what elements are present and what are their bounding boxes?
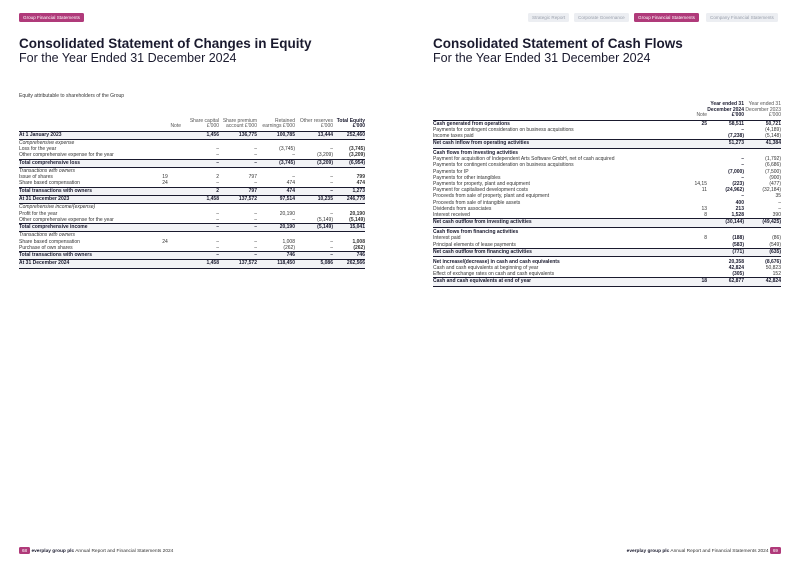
cell-value: (3,209) xyxy=(349,152,365,159)
cell-value: – xyxy=(216,238,219,245)
row-label: Transactions with owners xyxy=(19,167,76,174)
cell-value: 51,273 xyxy=(707,140,744,148)
report-name-right: Annual Report and Financial Statements 2024 xyxy=(670,548,769,554)
cell-value: – xyxy=(330,210,333,217)
cell-value xyxy=(295,139,333,146)
cell-value xyxy=(149,195,181,203)
cell-value: 2 xyxy=(216,174,219,181)
cell-value xyxy=(671,148,707,156)
equity-caption: Equity attributable to shareholders of the Group xyxy=(19,93,125,99)
cell-value: (635) xyxy=(744,248,781,256)
cell-value: 1,008 xyxy=(352,238,365,245)
cell-value: 42,824 xyxy=(744,278,781,286)
row-label: Cash and cash equivalents at end of year xyxy=(433,278,671,286)
footer-left xyxy=(19,547,173,554)
cell-value xyxy=(295,204,333,211)
cell-value: (262) xyxy=(283,244,295,251)
cell-value: – xyxy=(741,174,744,181)
cell-value xyxy=(707,148,744,156)
cell-value: (6,954) xyxy=(333,159,365,167)
cell-value: 1,456 xyxy=(181,131,219,139)
cell-value: – xyxy=(219,223,257,231)
cashflow-table xyxy=(433,95,781,287)
cell-value xyxy=(257,167,295,174)
cell-value: – xyxy=(778,205,781,212)
cell-value xyxy=(181,204,219,211)
cell-value: – xyxy=(330,180,333,187)
row-label: Interest received xyxy=(433,212,470,219)
row-label: Net increase/(decrease) in cash and cash equivalents xyxy=(433,258,560,265)
cell-value: 797 xyxy=(219,187,257,195)
cell-value: – xyxy=(295,187,333,195)
cell-value: 1,008 xyxy=(282,238,295,245)
cell-value: (49,425) xyxy=(744,219,781,227)
row-label: Other comprehensive expense for the year xyxy=(19,216,114,223)
cell-value: – xyxy=(741,126,744,133)
row-label: Transactions with owners xyxy=(19,232,76,239)
row-label: At 1 January 2023 xyxy=(19,131,149,139)
equity-row xyxy=(19,232,365,239)
cell-value xyxy=(671,133,707,140)
cell-value: (262) xyxy=(353,244,365,251)
cell-value: – xyxy=(254,146,257,153)
cell-value: 24 xyxy=(162,238,168,245)
cell-value: – xyxy=(292,216,295,223)
cell-value: 19 xyxy=(162,174,168,181)
cell-value: – xyxy=(219,251,257,259)
cell-value: 262,566 xyxy=(333,260,365,268)
equity-row xyxy=(19,159,365,167)
cell-value xyxy=(149,260,181,268)
cell-value: 252,460 xyxy=(333,131,365,139)
cell-value: 20,190 xyxy=(349,210,365,217)
cell-value: 20,358 xyxy=(728,258,744,265)
equity-row xyxy=(19,223,365,231)
cell-value: 390 xyxy=(772,212,781,219)
cell-value: 136,775 xyxy=(219,131,257,139)
cell-value: – xyxy=(292,152,295,159)
cell-value: 746 xyxy=(333,251,365,259)
row-label: Net cash outflow from investing activities xyxy=(433,219,671,227)
row-label: Effect of exchange rates on cash and cash equivalents xyxy=(433,271,555,278)
row-label: Total comprehensive income xyxy=(19,223,149,231)
cell-value: 474 xyxy=(286,180,295,187)
cell-value: – xyxy=(330,238,333,245)
equity-row xyxy=(19,180,365,187)
cell-value: (3,209) xyxy=(295,159,333,167)
cell-value xyxy=(149,187,181,195)
page-number-right: 69 xyxy=(770,547,781,554)
cell-value: 5,086 xyxy=(295,260,333,268)
equity-row xyxy=(19,167,365,174)
cell-value: (5,148) xyxy=(765,132,781,139)
cell-value: 400 xyxy=(735,199,744,206)
cell-value: (3,745) xyxy=(279,146,295,153)
equity-subtitle: For the Year Ended 31 December 2024 xyxy=(19,51,237,65)
cell-value xyxy=(671,219,707,227)
cell-value xyxy=(149,251,181,259)
cell-value xyxy=(149,245,181,252)
cell-value: – xyxy=(254,244,257,251)
cell-value: – xyxy=(181,251,219,259)
cell-value: 62,877 xyxy=(707,278,744,286)
company-name-left: everplay group plc xyxy=(31,548,75,554)
cell-value: – xyxy=(295,251,333,259)
cashflow-row xyxy=(433,227,781,235)
cell-value: – xyxy=(254,152,257,159)
cell-value: (5,149) xyxy=(317,216,333,223)
cell-value: 97,514 xyxy=(257,195,295,203)
cell-value xyxy=(149,152,181,159)
cell-value: 474 xyxy=(356,180,365,187)
cashflow-row xyxy=(433,278,781,286)
cell-value xyxy=(744,227,781,235)
row-label: At 31 December 2023 xyxy=(19,195,149,203)
row-label: Proceeds from sale of intangible assets xyxy=(433,199,521,206)
cell-value: (32,184) xyxy=(762,187,781,194)
cell-value: (900) xyxy=(769,174,781,181)
cashflow-row xyxy=(433,248,781,256)
cell-value: (188) xyxy=(732,235,744,242)
cell-value: 1,273 xyxy=(333,187,365,195)
row-label: Dividends from associates xyxy=(433,205,492,212)
cell-value: – xyxy=(216,146,219,153)
cell-value: (3,745) xyxy=(349,146,365,153)
cell-value: (305) xyxy=(732,271,744,278)
cell-value: 797 xyxy=(248,174,257,181)
row-label: Issue of shares xyxy=(19,174,53,181)
col-retained-earnings: Retained earnings £'000 xyxy=(257,106,295,131)
equity-row xyxy=(19,204,365,211)
cell-value xyxy=(149,223,181,231)
col-other-reserves: Other reserves £'000 xyxy=(295,106,333,131)
col-share-premium: Share premium account £'000 xyxy=(219,106,257,131)
cashflow-row xyxy=(433,140,781,148)
row-label: Share based compensation xyxy=(19,180,80,187)
nav-group-financial-statements[interactable]: Group Financial Statements xyxy=(634,13,699,22)
nav-strategic-report[interactable]: Strategic Report xyxy=(528,13,569,22)
equity-row xyxy=(19,152,365,159)
row-label: Payments for IP xyxy=(433,168,469,175)
cell-value: 20,190 xyxy=(279,210,295,217)
cell-value: 213 xyxy=(735,205,744,212)
row-label: Comprehensive expense xyxy=(19,139,75,146)
cell-value: – xyxy=(254,238,257,245)
cell-value: (1,792) xyxy=(765,156,781,163)
cell-value: (771) xyxy=(707,248,744,256)
cell-value: – xyxy=(330,244,333,251)
equity-row xyxy=(19,195,365,203)
cell-value: (5,149) xyxy=(349,216,365,223)
cell-value: (24,962) xyxy=(725,187,744,194)
equity-row xyxy=(19,251,365,259)
cell-value: 1,458 xyxy=(181,260,219,268)
cell-value xyxy=(257,139,295,146)
cash-title: Consolidated Statement of Cash Flows xyxy=(433,36,683,51)
nav-company-financial-statements[interactable]: Company Financial Statements xyxy=(706,13,778,22)
cell-value: – xyxy=(741,193,744,200)
cell-value xyxy=(333,232,365,239)
cell-value: 14,15 xyxy=(694,181,707,188)
equity-row xyxy=(19,260,365,268)
cashflow-row xyxy=(433,120,781,127)
col-share-capital: Share capital £'000 xyxy=(181,106,219,131)
row-label: Total comprehensive loss xyxy=(19,159,149,167)
row-label: Profit for the year xyxy=(19,210,58,217)
cashflow-row xyxy=(433,242,781,249)
section-tag: Group Financial Statements xyxy=(19,13,84,22)
cell-value: 137,572 xyxy=(219,260,257,268)
cell-value: – xyxy=(254,216,257,223)
cell-value: 58,511 xyxy=(728,120,744,127)
cashflow-row xyxy=(433,257,781,265)
row-label: Payments for property, plant and equipment xyxy=(433,181,530,188)
equity-row xyxy=(19,187,365,195)
cell-value: – xyxy=(216,244,219,251)
cell-value: 10,235 xyxy=(295,195,333,203)
cell-value: 1,528 xyxy=(731,212,744,219)
row-label: Cash generated from operations xyxy=(433,120,510,127)
row-label: Net cash inflow from operating activities xyxy=(433,140,671,148)
cell-value: 11 xyxy=(701,187,707,194)
cell-value xyxy=(181,167,219,174)
cash-subtitle: For the Year Ended 31 December 2024 xyxy=(433,51,651,65)
cell-value: 20,190 xyxy=(257,223,295,231)
cell-value xyxy=(333,167,365,174)
cell-value xyxy=(149,159,181,167)
row-label: Cash flows from investing activities xyxy=(433,150,519,157)
cell-value: (6,686) xyxy=(765,162,781,169)
cell-value xyxy=(671,140,707,148)
cell-value: 41,384 xyxy=(744,140,781,148)
footer-right xyxy=(627,547,781,554)
cell-value: 42,824 xyxy=(728,264,744,271)
cell-value: (477) xyxy=(769,181,781,188)
cell-value: (7,500) xyxy=(765,168,781,175)
cell-value: (8,676) xyxy=(765,258,781,265)
row-label: Other comprehensive expense for the year xyxy=(19,152,114,159)
row-label: Interest paid xyxy=(433,235,461,242)
equity-row xyxy=(19,131,365,139)
cashflow-row xyxy=(433,212,781,219)
equity-row xyxy=(19,245,365,252)
cashflow-row xyxy=(433,148,781,156)
cell-value: – xyxy=(254,180,257,187)
cell-value: (223) xyxy=(732,181,744,188)
cell-value: (86) xyxy=(772,235,781,242)
row-label: Payments for contingent consideration on business acquisitions xyxy=(433,162,574,169)
row-label: Proceeds from sale of property, plant and equipment xyxy=(433,193,550,200)
cell-value: 18 xyxy=(671,278,707,286)
cell-value: (3,745) xyxy=(257,159,295,167)
cell-value xyxy=(707,227,744,235)
cell-value: 137,572 xyxy=(219,195,257,203)
cell-value: 2 xyxy=(181,187,219,195)
cell-value: 25 xyxy=(701,120,707,127)
cell-value: 100,785 xyxy=(257,131,295,139)
cell-value xyxy=(257,232,295,239)
equity-table xyxy=(19,106,365,269)
cell-value xyxy=(149,167,181,174)
row-label: Payments for contingent consideration on business acquisitions xyxy=(433,126,574,133)
cell-value: 50,823 xyxy=(765,264,781,271)
cell-value: (3,209) xyxy=(317,152,333,159)
cell-value: 50,721 xyxy=(765,120,781,127)
cell-value xyxy=(219,167,257,174)
cell-value: 15,041 xyxy=(333,223,365,231)
cell-value: – xyxy=(181,223,219,231)
cell-value: – xyxy=(330,174,333,181)
cell-value xyxy=(671,242,707,249)
cell-value: – xyxy=(216,180,219,187)
cell-value: 152 xyxy=(772,271,781,278)
cell-value: 474 xyxy=(257,187,295,195)
cell-value xyxy=(219,232,257,239)
cell-value: – xyxy=(292,174,295,181)
equity-title: Consolidated Statement of Changes in Equity xyxy=(19,36,312,51)
cashflow-row xyxy=(433,133,781,140)
cell-value xyxy=(744,148,781,156)
cell-value: – xyxy=(219,159,257,167)
col-year-2024: Year ended 31 December 2024 £'000 xyxy=(707,95,744,120)
row-label: Cash flows from financing activities xyxy=(433,229,519,236)
cell-value: (583) xyxy=(732,241,744,248)
col-total-equity: Total Equity £'000 xyxy=(333,106,365,131)
company-name-right: everplay group plc xyxy=(626,548,670,554)
cell-value xyxy=(671,271,707,278)
cell-value xyxy=(671,248,707,256)
cell-value xyxy=(149,204,181,211)
row-label: Net cash outflow from financing activities xyxy=(433,248,671,256)
row-label: Payment for acquisition of Independent Arts Software GmbH, net of cash acquired xyxy=(433,156,615,163)
cell-value xyxy=(181,232,219,239)
row-label: Cash and cash equivalents at beginning of year xyxy=(433,264,539,271)
equity-row xyxy=(19,139,365,146)
cell-value xyxy=(219,204,257,211)
row-label: At 31 December 2024 xyxy=(19,260,149,268)
cell-value xyxy=(295,232,333,239)
cell-value: 746 xyxy=(257,251,295,259)
cell-value: 8 xyxy=(704,235,707,242)
cell-value: 35 xyxy=(775,193,781,200)
cell-value: 8 xyxy=(704,212,707,219)
cell-value xyxy=(671,257,707,265)
row-label: Loss for the year xyxy=(19,146,57,153)
equity-row xyxy=(19,217,365,224)
cell-value: 246,779 xyxy=(333,195,365,203)
cell-value xyxy=(295,167,333,174)
col-year-2023: Year ended 31 December 2023 £'000 xyxy=(744,95,781,120)
cell-value: – xyxy=(181,159,219,167)
cell-value xyxy=(149,232,181,239)
cashflow-row xyxy=(433,219,781,227)
cell-value xyxy=(257,204,295,211)
cell-value xyxy=(149,139,181,146)
cell-value: 118,450 xyxy=(257,260,295,268)
cell-value xyxy=(333,139,365,146)
row-label: Comprehensive income/(expense) xyxy=(19,204,96,211)
cell-value xyxy=(333,204,365,211)
row-label: Share based compensation xyxy=(19,238,80,245)
cell-value: (549) xyxy=(769,241,781,248)
cell-value: (4,189) xyxy=(765,126,781,133)
row-label: Total transactions with owners xyxy=(19,251,149,259)
cell-value xyxy=(219,139,257,146)
row-label: Principal elements of lease payments xyxy=(433,241,516,248)
cell-value: (7,000) xyxy=(728,168,744,175)
cell-value: – xyxy=(254,210,257,217)
row-label: Payment for capitalised development costs xyxy=(433,187,529,194)
cell-value xyxy=(149,131,181,139)
cell-value: 799 xyxy=(356,174,365,181)
nav-corporate-governance[interactable]: Corporate Governance xyxy=(574,13,629,22)
row-label: Total transactions with owners xyxy=(19,187,149,195)
cashflow-row xyxy=(433,271,781,278)
report-name-left: Annual Report and Financial Statements 2024 xyxy=(75,548,174,554)
cell-value: – xyxy=(741,156,744,163)
col-note: Note xyxy=(149,106,181,131)
cell-value: (30,144) xyxy=(707,219,744,227)
cell-value: – xyxy=(216,216,219,223)
cell-value: 13 xyxy=(701,205,707,212)
cell-value: (7,238) xyxy=(728,132,744,139)
cell-value xyxy=(149,217,181,224)
cell-value: – xyxy=(216,210,219,217)
page-number-left: 68 xyxy=(19,547,30,554)
cell-value: – xyxy=(216,152,219,159)
cell-value: 24 xyxy=(162,180,168,187)
cell-value: – xyxy=(741,162,744,169)
cell-value: (5,149) xyxy=(295,223,333,231)
cell-value xyxy=(181,139,219,146)
row-label: Purchase of own shares xyxy=(19,244,73,251)
cell-value: 13,444 xyxy=(295,131,333,139)
cell-value: – xyxy=(778,199,781,206)
row-label: Income taxes paid xyxy=(433,132,474,139)
cell-value: 1,458 xyxy=(181,195,219,203)
cell-value xyxy=(671,227,707,235)
cell-value: – xyxy=(330,146,333,153)
col-note: Note xyxy=(671,95,707,120)
row-label: Payments for other intangibles xyxy=(433,174,501,181)
